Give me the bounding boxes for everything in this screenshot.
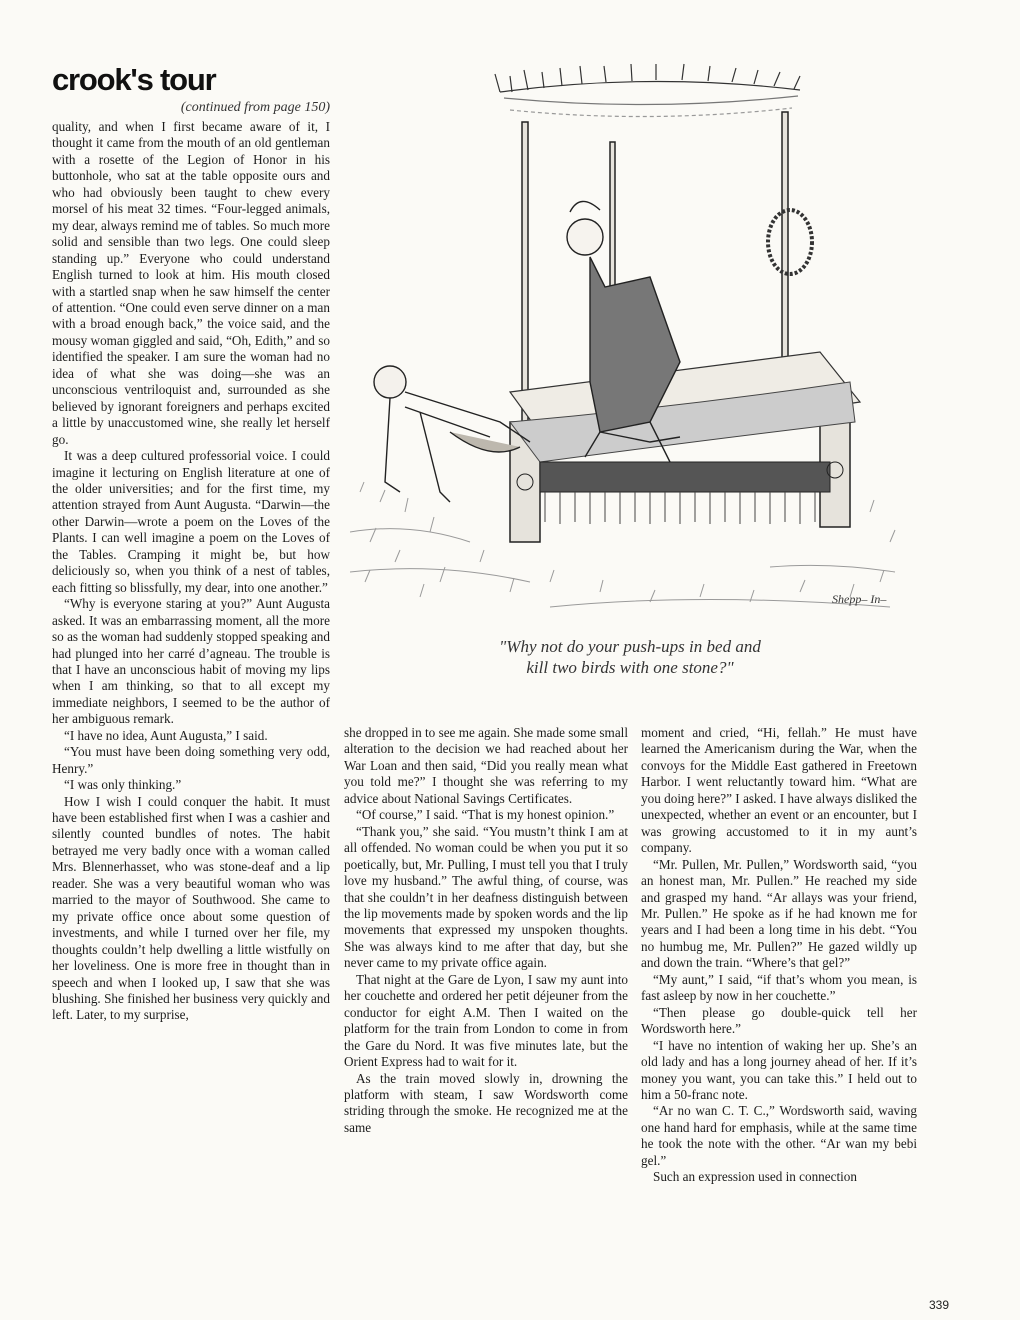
paragraph: “Then please go double-quick tell her Wordsworth here.” — [641, 1004, 917, 1037]
paragraph: “I have no intention of waking her up. She’s an old lady and has a long journey ahead of her. If it’s money you want, you can take this.” I held out to him a 50-franc note. — [641, 1037, 917, 1102]
article-title: crook's tour — [52, 62, 216, 97]
caption-line: "Why not do your push-ups in bed and — [499, 637, 761, 656]
paragraph: How I wish I could conquer the habit. It must have been established first when I was a cashier and silently counted bundles of notes. The habit betrayed me very badly once with a woman called Mrs. Blennerhasset, who was stone-deaf and a lip reader. She was a very beautiful woman who was married to the mayor of Southwood. She came to my private office once about some question of investments, and while I turned over her file, my thoughts couldn’t help dwelling a little wistfully on her loveliness. One is more free in thought than in speech and when I looked up, I saw that she was blushing. She finished her business very quickly and left. Later, to my surprise, — [52, 793, 330, 1023]
paragraph: quality, and when I first became aware of it, I thought it came from the mouth of an old gentleman with a rosette of the Legion of Honor in his buttonhole, who sat at the table opposite ours and who had obviously been taught to chew every morsel of his meat 32 times. “Four-legged animals, my dear, always remind me of tables. So much more solid and sensible than two legs. One could sleep standing up.” Everyone who could understand English turned to look at him. His mouth closed with a startled snap when he saw himself the center of attention. “One could even serve dinner on a man with a broad enough back,” the voice said, and the mousy woman giggled and said, “Oh, Edith,” and so identified the speaker. I am sure the woman had no idea of what she was doing—she was an unconscious ventriloquist and, surrounded as she believed by ignorant foreigners and perhaps excited a little by unaccustomed wine, she really let herself go. — [52, 119, 330, 447]
artist-signature: Shepp– In– — [832, 592, 887, 606]
continued-note: (continued from page 150) — [180, 100, 330, 115]
text-column-3 — [641, 725, 917, 1315]
paragraph: “Of course,” I said. “That is my honest opinion.” — [356, 807, 615, 823]
paragraph: “You must have been doing something very odd, Henry.” — [52, 744, 330, 776]
paragraph: That night at the Gare de Lyon, I saw my aunt into her couchette and ordered her petit déjeuner from the conductor for eight A.M. Then I waited on the platform for the train from London to come in from the Gare du Nord. It was five minutes late, but the Orient Express had to wait for it. — [344, 971, 628, 1070]
paragraph: “Why is everyone staring at you?” Aunt Augusta asked. It was an embarrassing moment, all the more so as the woman had suddenly stopped speaking and had plunged into her carré d’agneau. The trouble is that I have an unconscious habit of moving my lips when I am thinking, so that to all except my immediate neighbors, I seemed to be the author of her ambiguous remark. — [52, 596, 330, 727]
cartoon-illustration — [350, 62, 910, 612]
paragraph: she dropped in to see me again. She made some small alteration to the decision we had reached about her War Loan and then said, “Did you really mean what you told me?” I thought she was referring to my advice about National Savings Certificates. — [344, 725, 628, 806]
cartoon-caption — [352, 636, 908, 678]
paragraph: “My aunt,” I said, “if that’s whom you mean, is fast asleep by now in her couchette.” — [641, 971, 917, 1004]
paragraph: “I was only thinking.” — [64, 777, 182, 793]
paragraph: moment and cried, “Hi, fellah.” He must have learned the Americanism during the War, when the convoys for the Middle East gathered in Freetown Harbor. I went reluctantly toward him. “What are you doing here?” I asked. I have always disliked the unexpected, whether an event or an encounter, but I was growing accustomed to it in my aunt’s company. — [641, 725, 917, 856]
paragraph: As the train moved slowly in, drowning the platform with steam, I saw Wordsworth come striding through the smoke. He recognized me at the same — [344, 1070, 628, 1135]
paragraph: “Thank you,” she said. “You mustn’t think I am at all offended. No woman could be when you put it so poetically, but, Mr. Pulling, I must tell you that I truly love my husband.” The awful thing, of course, was that she couldn’t in her deafness distinguish between the lip movements made by spoken words and the lip movements that expressed my unspoken thoughts. She was always kind to me after that day, but she never came to my private office again. — [344, 823, 628, 971]
text-column-2 — [344, 725, 628, 1315]
text-column-1 — [52, 119, 330, 1314]
paragraph: “Ar no wan C. T. C.,” Wordsworth said, waving one hand hard for emphasis, while at the same time he took the note with the other. “Ar wan my bebi gel.” — [641, 1103, 917, 1168]
paragraph: It was a deep cultured professorial voice. I could imagine it lecturing on English literature at one of the older universities; and for the first time, my attention strayed from Aunt Augusta. “Darwin—the other Darwin—wrote a poem on the Loves of the Plants. I can well imagine a poem on the Loves of the Tables. Cramping it might be, but how deliciously so, when you think of a nest of tables, each fitting so blissfully, my dear, into one another.” — [52, 448, 330, 595]
caption-line: kill two birds with one stone?" — [526, 658, 734, 677]
paragraph: “I have no idea, Aunt Augusta,” I said. — [64, 727, 268, 743]
page-number: 339 — [929, 1298, 950, 1312]
paragraph: Such an expression used in connection — [653, 1169, 857, 1185]
paragraph: “Mr. Pullen, Mr. Pullen,” Wordsworth said, “you an honest man, Mr. Pullen.” He reached my side and grasped my hand. “Ar allays was your friend, Mr. Pullen.” He spoke as if he had known me for years and I had been a long time in his debt. “You no humbug me, Mr. Pullen?” He gazed wildly up and down the train. “Where’s that gel?” — [641, 856, 917, 971]
